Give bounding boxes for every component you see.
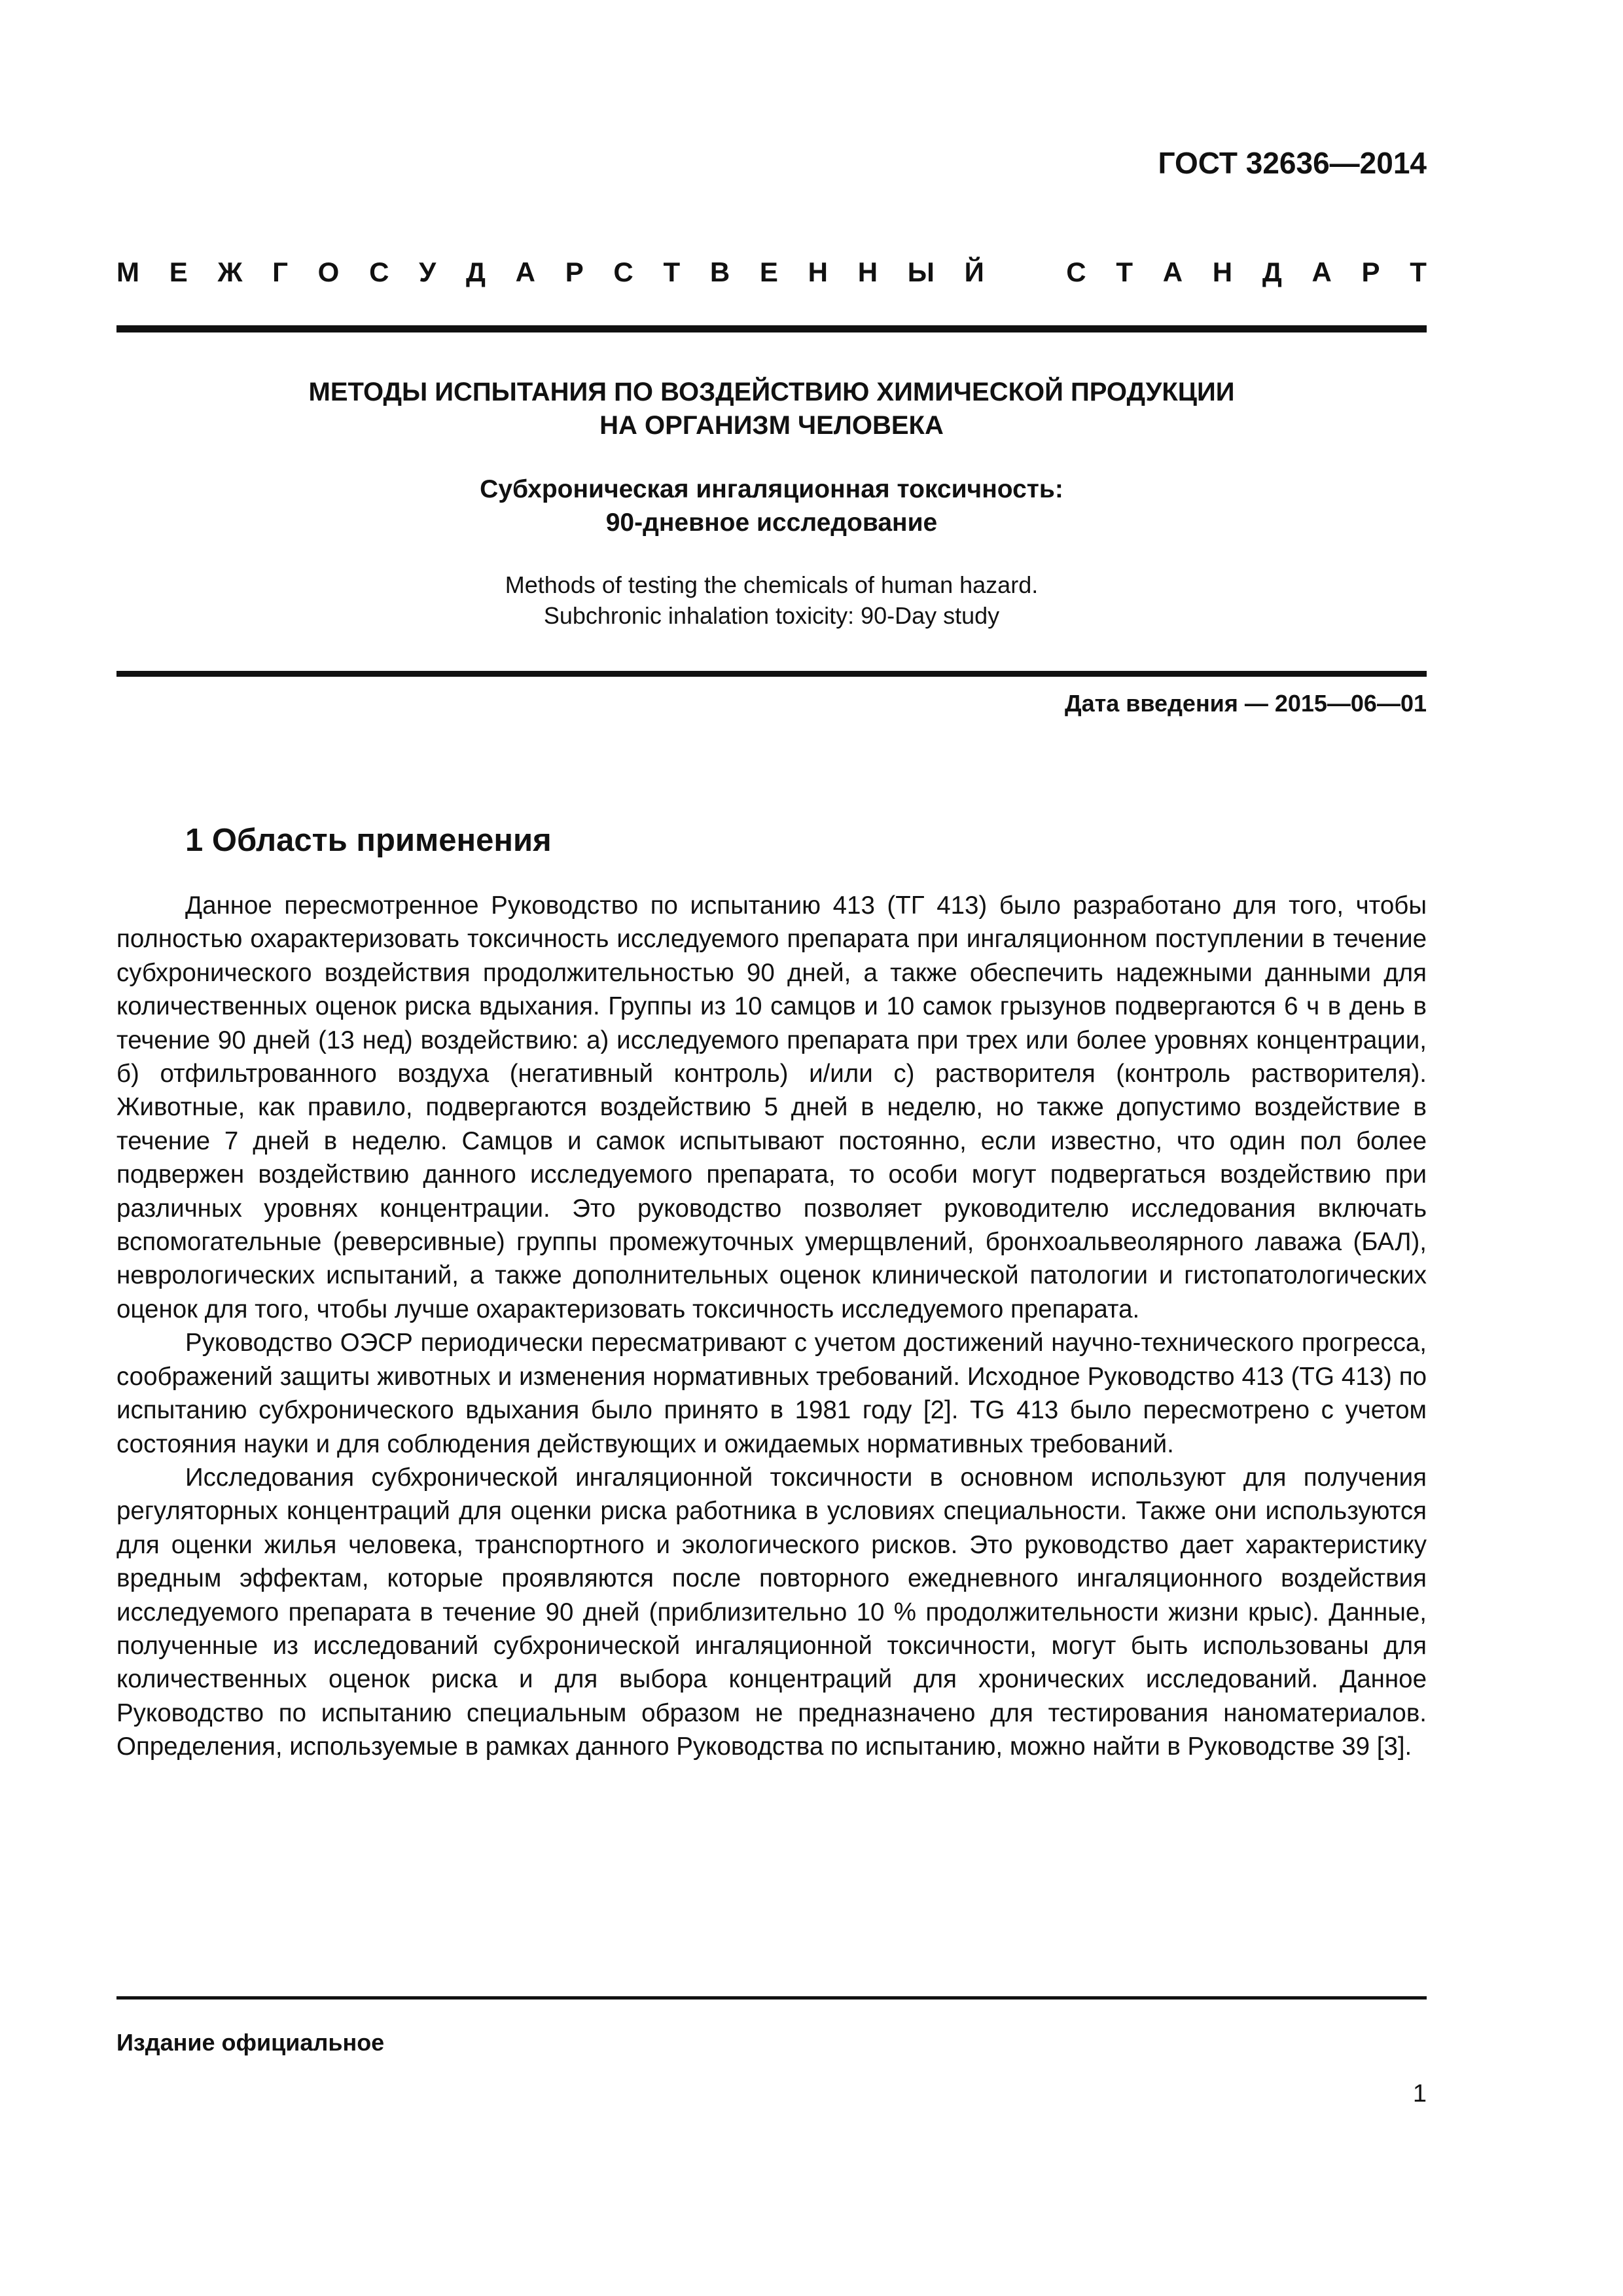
banner-letter: Р [565, 257, 584, 287]
banner-letter: С [1066, 257, 1086, 287]
title-divider [116, 671, 1427, 677]
banner-letter: А [1162, 257, 1183, 287]
document-subtitle [116, 473, 1427, 539]
banner-letter: В [709, 257, 730, 287]
banner-letter: Д [465, 257, 486, 287]
top-divider [116, 325, 1427, 332]
banner-letter: Т [1116, 257, 1133, 287]
subtitle-line: 90-дневное исследование [605, 509, 938, 537]
body-paragraph: Исследования субхронической ингаляционной токсичности в основном используют для получения регуляторных концентраций для оценки риска работника в условиях специальности. Также они используются для оценки жилья человека, транспортного и экологического рисков. Это руководство дает характеристику вредным эффектам, которые проявляются после повторного ежедневного ингаляционного воздействия исследуемого препарата в течение 90 дней (приблизительно 10 % продолжительности жизни крыс). Данные, полученные из исследований субхронической ингаляционной токсичности, могут быть использованы для количественных оценок риска и для выбора концентраций для хронических исследований. Данное Руководство по испытанию специальным образом не предназначено для тестирования наноматериалов. Определения, используемые в рамках данного Руководства по испытанию, можно найти в Руководстве 39 [3]. [116, 1463, 1427, 1761]
banner-letter: Е [759, 257, 778, 287]
banner-letter: Ж [217, 257, 243, 287]
introduction-date: Дата введения — 2015—06—01 [1064, 690, 1427, 717]
document-title [116, 376, 1427, 442]
title-line: МЕТОДЫ ИСПЫТАНИЯ ПО ВОЗДЕЙСТВИЮ ХИМИЧЕСКОЙ ПРОДУКЦИИ [308, 378, 1235, 406]
subtitle-line: Субхроническая ингаляционная токсичность: [480, 475, 1063, 503]
banner-letter: Н [857, 257, 878, 287]
banner-letter: Г [272, 257, 288, 287]
body-paragraph: Данное пересмотренное Руководство по испытанию 413 (ТГ 413) было разработано для того, чтобы полностью охарактеризовать токсичность исследуемого препарата при ингаляционном поступлении в течение субхронического воздействия продолжительностью 90 дней, а также обеспечить надежными данными для количественных оценок риска вдыхания. Группы из 10 самцов и 10 самок грызунов подвергаются 6 ч в день в течение 90 дней (13 нед) воздействию: а) исследуемого препарата при трех или более уровнях концентрации, б) отфильтрованного воздуха (негативный контроль) и/или с) растворителя (контроль растворителя). Животные, как правило, подвергаются воздействию 5 дней в неделю, но также допустимо воздействие в течение 7 дней в неделю. Самцов и самок испытывают постоянно, если известно, что один пол более подвержен воздействию данного исследуемого препарата, то особи могут подвергаться воздействию при различных уровнях концентрации. Это руководство позволяет руководителю исследования включать вспомогательные (реверсивные) группы промежуточных умерщвлений, бронхоальвеолярного лаважа (БАЛ), неврологических испытаний, а также дополнительных оценок клинической патологии и гистопатологических оценок для того, чтобы лучше охарактеризовать токсичность исследуемого препарата. [116, 891, 1427, 1323]
banner-letter: Е [169, 257, 188, 287]
banner-letter: А [515, 257, 535, 287]
banner-letter: Т [663, 257, 681, 287]
standard-type-banner [116, 257, 1427, 288]
banner-letter: М [116, 257, 139, 287]
banner-word-gap [1014, 257, 1037, 288]
section-heading: 1 Область применения [185, 823, 552, 858]
banner-letter: Р [1361, 257, 1380, 287]
banner-letter: А [1311, 257, 1332, 287]
document-number: ГОСТ 32636—2014 [1158, 146, 1427, 180]
banner-letter: Т [1410, 257, 1427, 287]
banner-letter: Д [1262, 257, 1282, 287]
banner-letter: Й [964, 257, 984, 287]
body-paragraph: Руководство ОЭСР периодически пересматривают с учетом достижений научно-технического прогресса, соображений защиты животных и изменения нормативных требований. Исходное Руководство 413 (TG 413) по испытанию субхронического вдыхания было принято в 1981 году [2]. TG 413 было пересмотрено с учетом состояния науки и для соблюдения действующих и ожидаемых нормативных требований. [116, 1329, 1427, 1458]
page-number: 1 [1412, 2080, 1427, 2108]
section-body [116, 889, 1427, 1764]
english-title-line: Subchronic inhalation toxicity: 90-Day study [543, 602, 1000, 629]
banner-letter: О [317, 257, 340, 287]
english-title-line: Methods of testing the chemicals of human hazard. [505, 571, 1039, 598]
banner-letter: С [613, 257, 633, 287]
english-title [116, 569, 1427, 631]
banner-letter: С [369, 257, 389, 287]
footer-divider [116, 1996, 1427, 2000]
title-line: НА ОРГАНИЗМ ЧЕЛОВЕКА [599, 411, 944, 440]
banner-letter: У [419, 257, 437, 287]
banner-letter: Н [808, 257, 828, 287]
banner-letter: Н [1212, 257, 1233, 287]
edition-label: Издание официальное [116, 2029, 385, 2056]
banner-letter: Ы [907, 257, 935, 287]
